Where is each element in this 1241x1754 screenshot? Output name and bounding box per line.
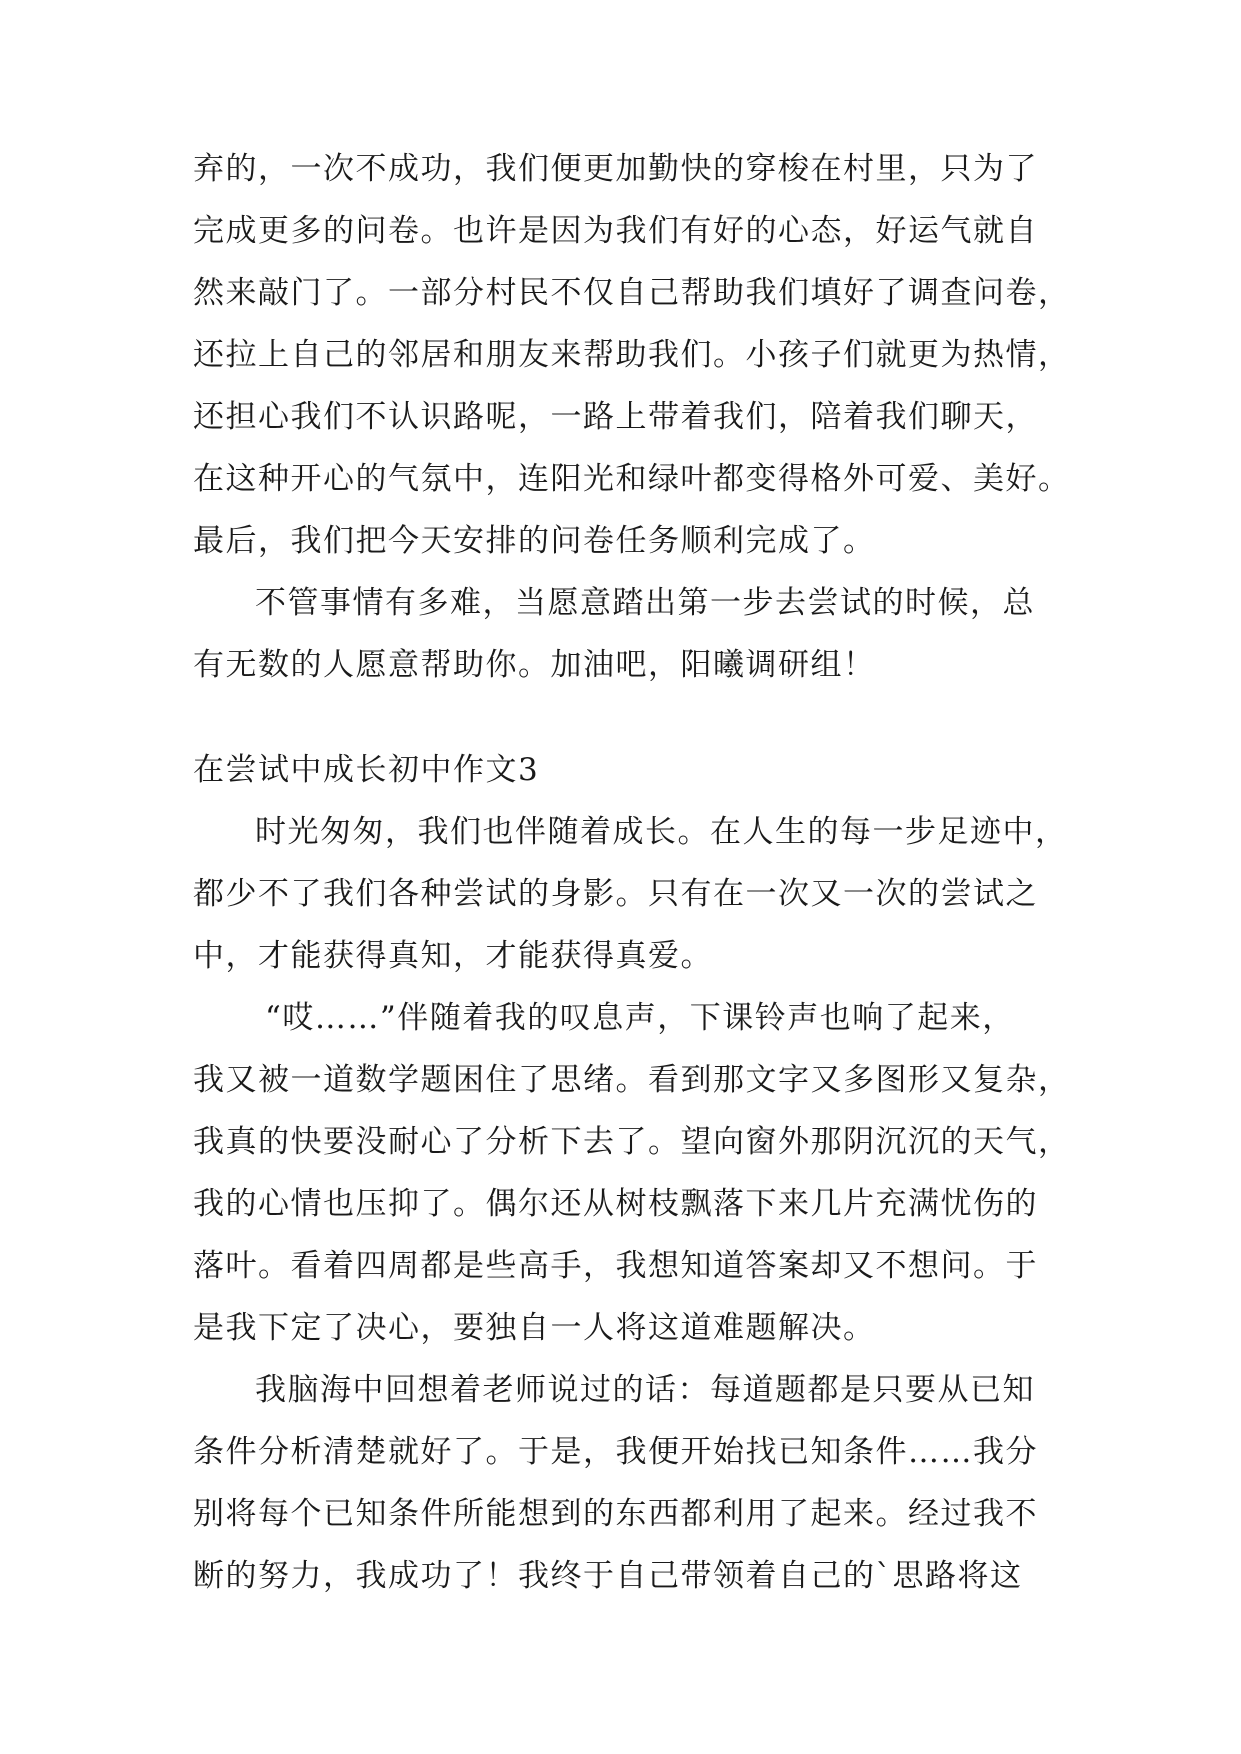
text-line: 都少不了我们各种尝试的身影。只有在一次又一次的尝试之 (193, 876, 1038, 912)
text-line: 我又被一道数学题困住了思绪。看到那文字又多图形又复杂， (193, 1062, 1071, 1098)
text-line: 断的努力，我成功了！我终于自己带领着自己的`思路将这 (193, 1558, 1023, 1594)
text-line: 我脑海中回想着老师说过的话：每道题都是只要从已知 (255, 1372, 1035, 1408)
text-line: 条件分析清楚就好了。于是，我便开始找已知条件……我分 (193, 1434, 1038, 1470)
text-line: 中，才能获得真知，才能获得真爱。 (193, 938, 713, 974)
text-line: 别将每个已知条件所能想到的东西都利用了起来。经过我不 (193, 1496, 1038, 1532)
text-line: 时光匆匆，我们也伴随着成长。在人生的每一步足迹中， (255, 814, 1068, 850)
section-title: 在尝试中成长初中作文3 (193, 752, 540, 788)
text-line: 还拉上自己的邻居和朋友来帮助我们。小孩子们就更为热情， (193, 337, 1071, 373)
text-line: 落叶。看着四周都是些高手，我想知道答案却又不想问。于 (193, 1248, 1038, 1284)
text-line: 弃的，一次不成功，我们便更加勤快的穿梭在村里，只为了 (193, 151, 1038, 187)
text-line: 我真的快要没耐心了分析下去了。望向窗外那阴沉沉的天气， (193, 1124, 1071, 1160)
text-line: 完成更多的问卷。也许是因为我们有好的心态，好运气就自 (193, 213, 1038, 249)
text-line: 还担心我们不认识路呢，一路上带着我们，陪着我们聊天， (193, 399, 1038, 435)
text-line: 然来敲门了。一部分村民不仅自己帮助我们填好了调查问卷， (193, 275, 1071, 311)
text-line: 是我下定了决心，要独自一人将这道难题解决。 (193, 1310, 876, 1346)
text-line: 有无数的人愿意帮助你。加油吧，阳曦调研组！ (193, 647, 876, 683)
text-line: 我的心情也压抑了。偶尔还从树枝飘落下来几片充满忧伤的 (193, 1186, 1038, 1222)
text-line: 最后，我们把今天安排的问卷任务顺利完成了。 (193, 523, 876, 559)
text-line: 不管事情有多难，当愿意踏出第一步去尝试的时候，总 (255, 585, 1035, 621)
text-line: 在这种开心的气氛中，连阳光和绿叶都变得格外可爱、美好。 (193, 461, 1071, 497)
text-line: “哎……”伴随着我的叹息声，下课铃声也响了起来， (265, 1000, 1015, 1036)
